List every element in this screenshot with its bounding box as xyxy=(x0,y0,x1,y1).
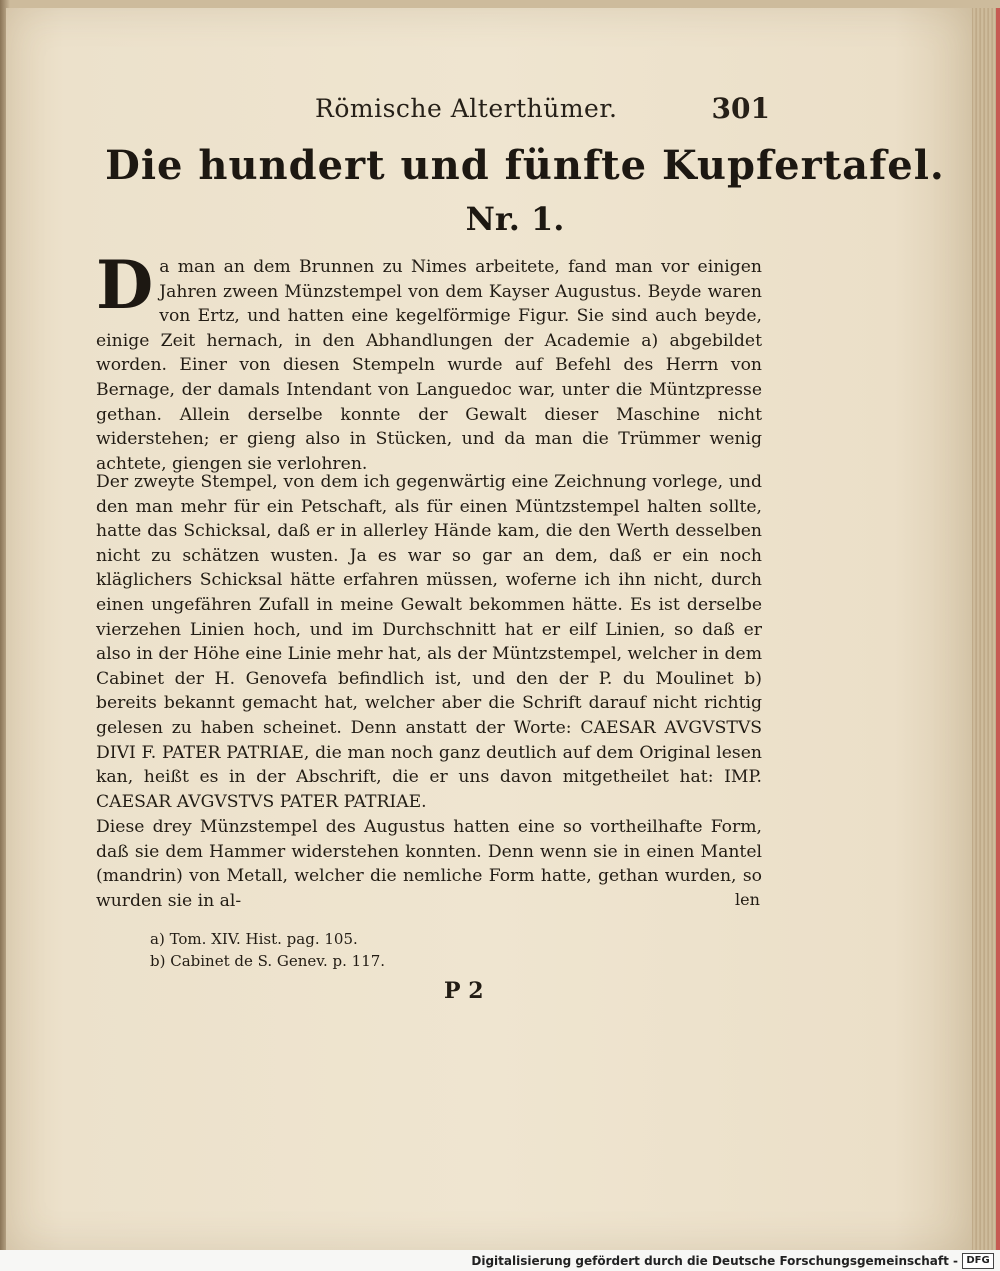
footnote-a: a) Tom. XIV. Hist. pag. 105. xyxy=(150,930,358,948)
plate-title: Die hundert und fünfte Kupfertafel. xyxy=(105,142,945,189)
paragraph-1 xyxy=(96,246,762,476)
page-edges xyxy=(972,8,1000,1250)
footnote-b: b) Cabinet de S. Genev. p. 117. xyxy=(150,952,386,970)
printer-signature: P 2 xyxy=(444,978,484,1004)
running-title: Römische Alterthümer. xyxy=(315,94,618,123)
paragraph-1-text: a man an dem Brunnen zu Nimes arbeitete, fand man vor einigen Jahren zween Münzstempel von dem Kayser Augustus. Beyde waren von Ertz, und hatten eine kegelförmige Figur. Sie sind auch beyde, einige Zeit hernach, in den Abhandlungen der Academie a) abgebildet worden. Einer von diesen Stempeln wurde auf Befehl des Herrn von Bernage, der damals Intendant von Languedoc war, unter die Müntzpresse gethan. Allein derselbe konnte der Gewalt dieser Maschine nicht widerstehen; er gieng also in Stücken, und da man die Trümmer wenig achtete, giengen sie verlohren. xyxy=(96,257,762,474)
funding-credit: Digitalisierung gefördert durch die Deutsche Forschungsgemeinschaft - xyxy=(471,1254,958,1268)
page-number: 301 xyxy=(711,92,770,125)
drop-capital: D xyxy=(96,246,154,324)
footnotes xyxy=(150,928,385,972)
dfg-logo: DFG xyxy=(962,1253,994,1269)
catchword: len xyxy=(735,890,760,909)
paragraph-3: Diese drey Münzstempel des Augustus hatten eine so vortheilhafte Form, daß sie dem Hammer widerstehen konnten. Denn wenn sie in einen Mantel (mandrin) von Metall, welcher die nemliche Form hatte, gethan wurden, so wurden sie in al- xyxy=(96,817,762,911)
paragraph-2: Der zweyte Stempel, von dem ich gegenwärtig eine Zeichnung vorlege, und den man mehr für ein Petschaft, als für einen Müntzstempel halten sollte, hatte das Schicksal, daß er in allerley Hände kam, die den Werth desselben nicht zu schätzen wusten. Ja es war so gar an dem, daß er ein noch kläglichers Schicksal hätte erfahren müssen, woferne ich ihn nicht, durch einen ungefähren Zufall in meine Gewalt bekommen hätte. Es ist derselbe vierzehen Linien hoch, und im Durchschnitt hat er eilf Linien, so daß er also in der Höhe eine Linie mehr hat, als der Müntzstempel, welcher in dem Cabinet der H. Genovefa befindlich ist, und den der P. du Moulinet b) bereits bekannt gemacht hat, welcher aber die Schrift darauf nicht richtig gelesen zu haben scheinet. Denn anstatt der Worte: CAESAR AVGVSTVS DIVI F. PATER PATRIAE, die man noch ganz deutlich auf dem Original lesen kan, heißt es in der Abschrift, die er uns davon mitgetheilet hat: IMP. CAESAR AVGVSTVS PATER PATRIAE. xyxy=(96,472,762,812)
page-header xyxy=(300,94,770,128)
plate-number: Nr. 1. xyxy=(465,200,565,238)
